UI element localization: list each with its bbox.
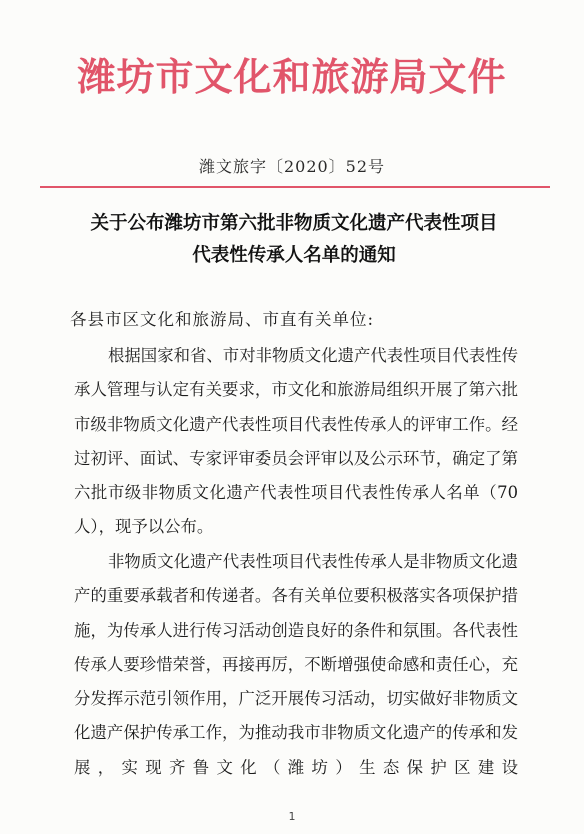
notice-title-line-2: 代表性传承人名单的通知	[192, 245, 396, 266]
red-divider-line	[40, 186, 550, 188]
document-number: 潍文旅字〔2020〕52号	[198, 157, 386, 176]
body-paragraph-2: 非物质文化遗产代表性项目代表性传承人是非物质文化遗产的重要承载者和传递者。各有关单位要积极落实各项保护措施，为传承人进行传习活动创造良好的条件和氛围。各代表性传承人要珍惜荣誉，再接再厉，不断增强使命感和责任心，充分发挥示范引领作用，广泛开展传习活动，切实做好非物质文化遗产保护传承工作，为推动我市非物质文化遗产的传承和发展，实现齐鲁文化（潍坊）生态保护区建设	[74, 552, 518, 777]
page-number: 1	[288, 810, 296, 823]
agency-header-title: 潍坊市文化和旅游局文件	[77, 55, 507, 99]
addressee-line: 各县市区文化和旅游局、市直有关单位:	[70, 310, 375, 329]
notice-title-line-1: 关于公布潍坊市第六批非物质文化遗产代表性项目	[90, 213, 498, 234]
body-paragraph-1: 根据国家和省、市对非物质文化遗产代表性项目代表性传承人管理与认定有关要求，市文化和旅游局组织开展了第六批市级非物质文化遗产代表性项目代表性传承人的评审工作。经过初评、面试、专家评审委员会评审以及公示环节，确定了第六批市级非物质文化遗产代表性项目代表性传承人名单（70人），现予以公布。	[74, 346, 518, 537]
